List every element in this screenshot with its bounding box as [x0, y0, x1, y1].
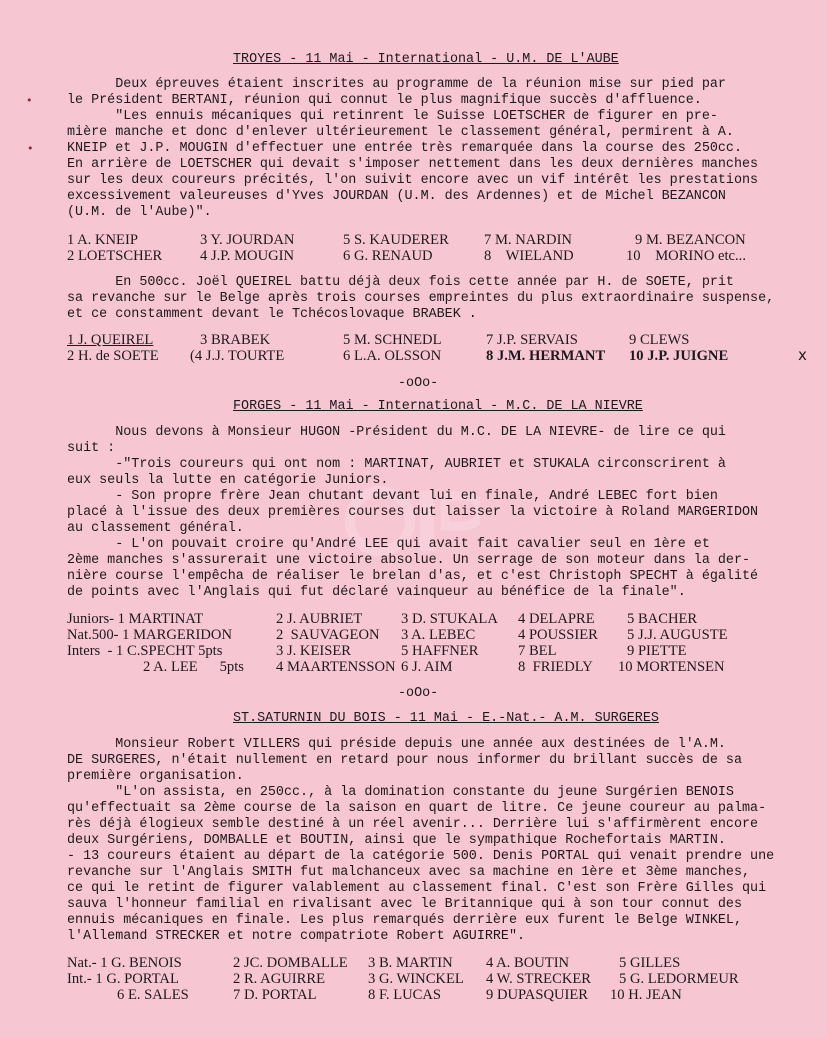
- result-cell: 7 J.P. SERVAIS: [486, 332, 578, 348]
- result-cell: 6 E. SALES: [117, 987, 189, 1003]
- result-cell: 2 H. de SOETE: [67, 348, 159, 364]
- troyes-para-line: le Président BERTANI, réunion qui connut le plus magnifique succès d'affluence.: [67, 93, 702, 108]
- result-cell: 8 WIELAND: [484, 248, 574, 264]
- result-cell: Inters - 1 C.SPECHT 5pts: [67, 643, 223, 659]
- forges-para-line: suit :: [67, 441, 116, 456]
- result-cell: 10 J.P. JUIGNE: [629, 348, 729, 364]
- result-cell: 3 Y. JOURDAN: [200, 232, 295, 248]
- result-cell: 5 G. LEDORMEUR: [619, 971, 739, 987]
- forges-para-line: - Son propre frère Jean chutant devant lui en finale, André LEBEC fort bien: [67, 489, 718, 504]
- forges-para-line: - L'on pouvait croire qu'André LEE qui avait fait cavalier seul en 1ère et: [67, 537, 710, 552]
- result-cell: 8 F. LUCAS: [368, 987, 442, 1003]
- troyes-para2-line: En 500cc. Joël QUEIREL battu déjà deux fois cette année par H. de SOETE, prit: [67, 275, 734, 290]
- result-cell: 4 DELAPRE: [518, 611, 595, 627]
- troyes-para-line: sur les deux coureurs précités, l'on suivit encore avec un vif intérêt les prestations: [67, 173, 759, 188]
- result-cell: 10 MORTENSEN: [618, 659, 725, 675]
- forges-para-line: -"Trois coureurs qui ont nom : MARTINAT, AUBRIET et STUKALA circonscrirent à: [67, 457, 726, 472]
- result-cell: 5 M. SCHNEDL: [343, 332, 442, 348]
- margin-dot-1: •: [26, 94, 33, 107]
- result-cell: 3 J. KEISER: [276, 643, 351, 659]
- result-cell: 10 H. JEAN: [610, 987, 682, 1003]
- result-cell: 2 J. AUBRIET: [276, 611, 363, 627]
- result-cell: 7 M. NARDIN: [484, 232, 572, 248]
- result-cell: 4 W. STRECKER: [486, 971, 592, 987]
- separator: -oOo-: [398, 686, 439, 701]
- result-cell: 9 CLEWS: [629, 332, 690, 348]
- troyes-para-line: "Les ennuis mécaniques qui retinrent le Suisse LOETSCHER de figurer en pre-: [67, 109, 718, 124]
- section-heading-st-saturnin: ST.SATURNIN DU BOIS - 11 Mai - E.-Nat.- A.M. SURGERES: [233, 711, 659, 726]
- result-cell: 2 A. LEE 5pts: [143, 659, 244, 675]
- result-cell: 10 MORINO etc...: [626, 248, 746, 264]
- saturnin-para-line: qu'effectuait sa 2ème course de la saison en quart de litre. Ce jeune coureur au palma-: [67, 801, 767, 816]
- saturnin-para-line: revanche sur l'Anglais SMITH fut malchanceux avec sa machine en 1ère et 3ème manches,: [67, 865, 751, 880]
- result-cell: 4 J.P. MOUGIN: [200, 248, 295, 264]
- saturnin-para-line: première organisation.: [67, 769, 244, 784]
- forges-para-line: nière course l'empêcha de réaliser le brelan d'as, et c'est Christoph SPECHT à égalité: [67, 569, 759, 584]
- forges-para-line: de points avec l'Anglais qui fut déclaré vainqueur au bénéfice de la finale".: [67, 585, 686, 600]
- margin-mark: x: [798, 346, 807, 364]
- result-cell: 9 DUPASQUIER: [486, 987, 589, 1003]
- result-cell: 2 SAUVAGEON: [276, 627, 380, 643]
- result-cell: 2 R. AGUIRRE: [233, 971, 326, 987]
- forges-para-line: 2ème manches s'assurerait une victoire absolue. Un serrage de son moteur dans la der-: [67, 553, 751, 568]
- saturnin-para-line: sauva l'honneur familial en rivalisant avec le Britannique qui à son tour connut des: [67, 897, 742, 912]
- saturnin-para-line: "L'on assista, en 250cc., à la domination constante du jeune Surgérien BENOIS: [67, 785, 734, 800]
- saturnin-para-line: rès déjà élogieux semble destiné à un réel avenir... Derrière lui s'affirmèrent encore: [67, 817, 759, 832]
- result-cell: 4 MAARTENSSON: [276, 659, 396, 675]
- troyes-para-line: En arrière de LOETSCHER qui devait s'imposer nettement dans les deux dernières manches: [67, 157, 759, 172]
- result-cell: 5 HAFFNER: [401, 643, 479, 659]
- forges-para-line: Nous devons à Monsieur HUGON -Président du M.C. DE LA NIEVRE- de lire ce qui: [67, 425, 726, 440]
- saturnin-para-line: ennuis mécaniques en finale. Les plus remarqués derrière eux furent le Belge WINKEL,: [67, 913, 742, 928]
- section-heading-forges: FORGES - 11 Mai - International - M.C. DE LA NIEVRE: [233, 399, 643, 414]
- result-cell: 5 GILLES: [619, 955, 681, 971]
- result-cell: 8 J.M. HERMANT: [486, 348, 606, 364]
- saturnin-para-line: Monsieur Robert VILLERS qui préside depuis une année aux destinées de l'A.M.: [67, 737, 726, 752]
- result-cell: 5 S. KAUDERER: [343, 232, 449, 248]
- result-cell: Nat.- 1 G. BENOIS: [67, 955, 182, 971]
- troyes-para2-line: et ce constamment devant le Tchécoslovaque BRABEK .: [67, 307, 477, 322]
- saturnin-para-line: deux Surgériens, DOMBALLE et BOUTIN, ainsi que le sympathique Rochefortais MARTIN.: [67, 833, 726, 848]
- result-cell: 3 G. WINCKEL: [368, 971, 464, 987]
- result-cell: Nat.500- 1 MARGERIDON: [67, 627, 232, 643]
- result-cell: 3 BRABEK: [200, 332, 271, 348]
- troyes-para-line: mière manche et donc d'enlever ultérieurement le classement général, permirent à A.: [67, 125, 734, 140]
- result-cell: Juniors- 1 MARTINAT: [67, 611, 204, 627]
- result-cell: 4 POUSSIER: [518, 627, 598, 643]
- troyes-para-line: Deux épreuves étaient inscrites au programme de la réunion mise sur pied par: [67, 77, 726, 92]
- result-cell: 2 LOETSCHER: [67, 248, 163, 264]
- result-cell: 2 JC. DOMBALLE: [233, 955, 348, 971]
- result-cell: 9 M. BEZANCON: [635, 232, 746, 248]
- troyes-para2-line: sa revanche sur le Belge après trois courses empreintes du plus extraordinaire suspense,: [67, 291, 775, 306]
- result-cell: 3 A. LEBEC: [401, 627, 476, 643]
- forges-para-line: au classement général.: [67, 521, 244, 536]
- troyes-para-line: excessivement valeureuses d'Yves JOURDAN (U.M. des Ardennes) et de Michel BEZANCON: [67, 189, 726, 204]
- saturnin-para-line: l'Allemand STRECKER et notre compatriote Robert AGUIRRE".: [67, 929, 526, 944]
- saturnin-para-line: ce qui le retint de figurer valablement au classement final. C'est son Frère Gilles qui: [67, 881, 767, 896]
- troyes-para-line: KNEIP et J.P. MOUGIN d'effectuer une entrée très remarquée dans la course des 250cc.: [67, 141, 742, 156]
- result-cell: 6 L.A. OLSSON: [343, 348, 442, 364]
- result-cell: 7 D. PORTAL: [233, 987, 317, 1003]
- result-cell: Int.- 1 G. PORTAL: [67, 971, 179, 987]
- result-cell: 7 BEL: [518, 643, 557, 659]
- saturnin-para-line: - 13 coureurs étaient au départ de la catégorie 500. Denis PORTAL qui venait prendre une: [67, 849, 775, 864]
- separator: -oOo-: [398, 376, 439, 391]
- result-cell: 1 A. KNEIP: [67, 232, 138, 248]
- forges-para-line: eux seuls la lutte en catégorie Juniors.: [67, 473, 389, 488]
- result-cell: 4 A. BOUTIN: [486, 955, 570, 971]
- result-cell: 6 G. RENAUD: [343, 248, 433, 264]
- result-cell: 5 J.J. AUGUSTE: [627, 627, 728, 643]
- troyes-para-line: (U.M. de l'Aube)".: [67, 205, 212, 220]
- result-cell: 3 D. STUKALA: [401, 611, 498, 627]
- result-cell: 3 B. MARTIN: [368, 955, 453, 971]
- saturnin-para-line: DE SURGERES, n'était nullement en retard pour nous informer du brillant succès de sa: [67, 753, 742, 768]
- result-cell: 9 PIETTE: [627, 643, 687, 659]
- result-cell: 8 FRIEDLY: [518, 659, 593, 675]
- result-cell: 6 J. AIM: [401, 659, 453, 675]
- section-heading-troyes: TROYES - 11 Mai - International - U.M. DE L'AUBE: [233, 52, 619, 67]
- margin-dot-2: •: [27, 142, 34, 155]
- result-cell: (4 J.J. TOURTE: [190, 348, 285, 364]
- forges-para-line: placé à l'issue des deux premières courses dut laisser la victoire à Roland MARGERIDON: [67, 505, 759, 520]
- result-cell: 1 J. QUEIREL: [67, 332, 154, 348]
- result-cell: 5 BACHER: [627, 611, 698, 627]
